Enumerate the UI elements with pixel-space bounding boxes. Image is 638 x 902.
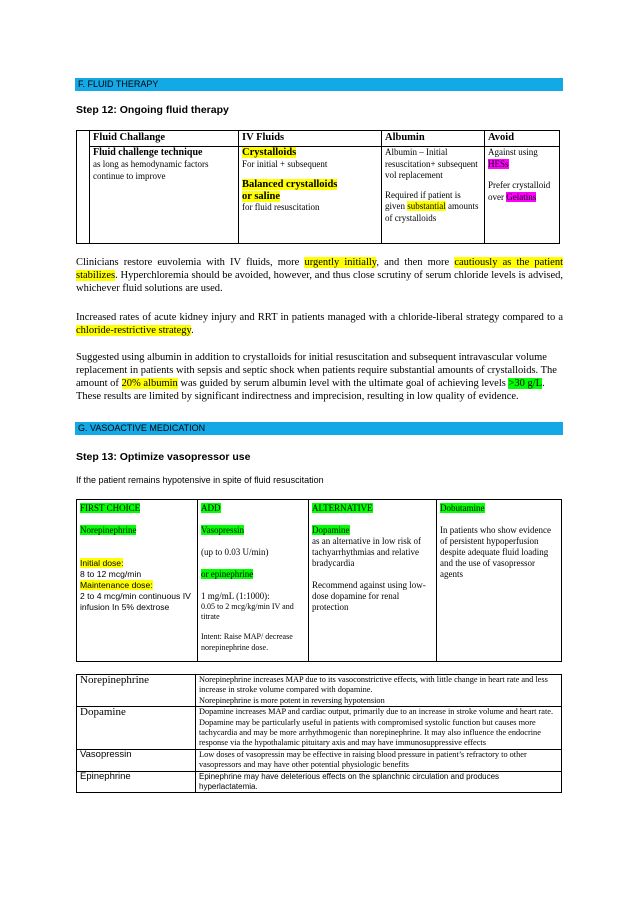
drug-text-vasopressin: Low doses of vasopressin may be effective in raising blood pressure in patient’s refractory to other vasopressors and may have other potential physiologic benefits (196, 749, 562, 771)
maintenance-dose-value: 2 to 4 mcg/min continuous IV infusion In 5% dextrose (80, 591, 191, 612)
drug-name-norepinephrine: Norepinephrine (77, 675, 196, 707)
table-row (77, 500, 562, 662)
fluid-challenge-cell (90, 147, 239, 244)
add-cell (198, 500, 309, 662)
epinephrine-dose: 0.05 to 2 mcg/kg/min IV and titrate (201, 602, 294, 621)
vasopressin-dose: (up to 0.03 U/min) (201, 547, 269, 557)
section-f-header: F. FLUID THERAPY (75, 78, 563, 91)
fluid-therapy-table (89, 130, 560, 244)
dopamine-text-1: as an alternative in low risk of tachyarrhythmias and relative bradycardia (312, 536, 421, 568)
table-row (77, 749, 562, 771)
drug-name-dopamine: Dopamine (77, 707, 196, 750)
norepinephrine-label: Norepinephrine (80, 525, 137, 535)
dopamine-text-2: Recommend against using low-dose dopamine for renal protection (312, 580, 426, 612)
step-13-intro: If the patient remains hypotensive in spite of fluid resuscitation (76, 475, 324, 485)
initial-dose-value: 8 to 12 mcg/min (80, 569, 142, 579)
avoid-gelatin-text: Prefer crystalloid over Gelatins (488, 180, 551, 202)
dopamine-label: Dopamine (312, 525, 350, 535)
dobutamine-text: In patients who show evidence of persistent hypoperfusion despite adequate fluid loading and the use of vasopressor agents (440, 525, 551, 579)
section-g-header: G. VASOACTIVE MEDICATION (75, 422, 563, 435)
header-iv-fluids: IV Fluids (239, 131, 382, 147)
paragraph-chloride: Increased rates of acute kidney injury and RRT in patients managed with a chloride-liberal strategy compared to a chloride-restrictive strategy. (76, 312, 563, 336)
iv-fluids-cell (239, 147, 382, 244)
drug-text-epinephrine: Epinephrine may have deleterious effects on the splanchnic circulation and produces hyperlactatemia. (196, 771, 562, 793)
saline-label: or saline (242, 190, 281, 202)
drug-effects-table (76, 674, 562, 793)
vasopressor-table (76, 499, 562, 662)
header-avoid: Avoid (485, 131, 560, 147)
drug-name-epinephrine: Epinephrine (77, 771, 196, 793)
alternative-label: ALTERNATIVE (312, 503, 373, 513)
paragraph-albumin: Suggested using albumin in addition to crystalloids for initial resuscitation and subsequent intravascular volume replacement in patients with sepsis and septic shock when patients require substantial amounts of crystalloids. The amount of 20% albumin was guided by serum albumin level with the ultimate goal of achieving levels >30 g/L. These results are limited by significant indirectness and imprecision, resulting in low quality of evidence. (76, 352, 557, 402)
balanced-text: for fluid resuscitation (242, 202, 320, 212)
initial-dose-label: Initial dose: (80, 558, 124, 568)
fluid-challenge-text: as long as hemodynamic factors continue to improve (93, 159, 209, 181)
balanced-crystalloids-label: Balanced crystalloids (242, 179, 338, 190)
first-choice-cell (77, 500, 198, 662)
table-row (77, 675, 562, 707)
table-row (77, 771, 562, 793)
drug-text-dopamine: Dopamine increases MAP and cardiac output, primarily due to an increase in stroke volume and heart rate. Dopamine may be particularly useful in patients with compromised systolic function but causes more tachycardia and may be more arrhythmogenic than norepinephrine. It may also influence the endocrine response via the hypothalamic pituitary axis and may have immunosuppressive effects (196, 707, 562, 750)
first-choice-label: FIRST CHOICE (80, 503, 141, 513)
epinephrine-concentration: 1 mg/mL (1:1000): (201, 591, 270, 601)
dobutamine-cell (437, 500, 562, 662)
albumin-required-text: Required if patient is given substantial amounts of crystalloids (385, 189, 479, 223)
table-row (77, 707, 562, 750)
header-fluid-challenge: Fluid Challange (90, 131, 239, 147)
intent-text: Intent: Raise MAP/ decrease norepinephrine dose. (201, 632, 293, 652)
or-epinephrine-label: or epinephrine (201, 569, 254, 579)
table-left-gutter (76, 130, 90, 244)
alternative-cell (309, 500, 437, 662)
table-row (90, 147, 560, 244)
step-12-heading: Step 12: Ongoing fluid therapy (76, 104, 229, 116)
drug-text-norepinephrine: Norepinephrine increases MAP due to its vasoconstrictive effects, with little change in heart rate and less increase in stroke volume compared with dopamine. Norepinephrine is more potent in reversing hypotension (196, 675, 562, 707)
albumin-text: Albumin – Initial resuscitation+ subsequent vol replacement (385, 147, 478, 180)
drug-name-vasopressin: Vasopressin (77, 749, 196, 771)
vasopressin-label: Vasopressin (201, 525, 244, 535)
header-albumin: Albumin (382, 131, 485, 147)
step-13-heading: Step 13: Optimize vasopressor use (76, 451, 251, 463)
maintenance-dose-label: Maintenance dose: (80, 580, 153, 590)
avoid-hes-text: Against using HESs (488, 147, 538, 169)
avoid-cell (485, 147, 560, 244)
albumin-cell (382, 147, 485, 244)
fluid-challenge-title: Fluid challenge technique (93, 147, 203, 158)
crystalloids-text: For initial + subsequent (242, 158, 328, 169)
add-label: ADD (201, 503, 221, 513)
dobutamine-label: Dobutamine (440, 503, 485, 513)
table-header-row (90, 131, 560, 147)
crystalloids-label: Crystalloids (242, 147, 297, 158)
paragraph-euvolemia: Clinicians restore euvolemia with IV fluids, more urgently initially, and then more cautiously as the patient stabilizes. Hyperchloremia should be avoided, however, and thus close scrutiny of serum chloride levels is advised, whichever fluid solutions are used. (76, 257, 563, 294)
